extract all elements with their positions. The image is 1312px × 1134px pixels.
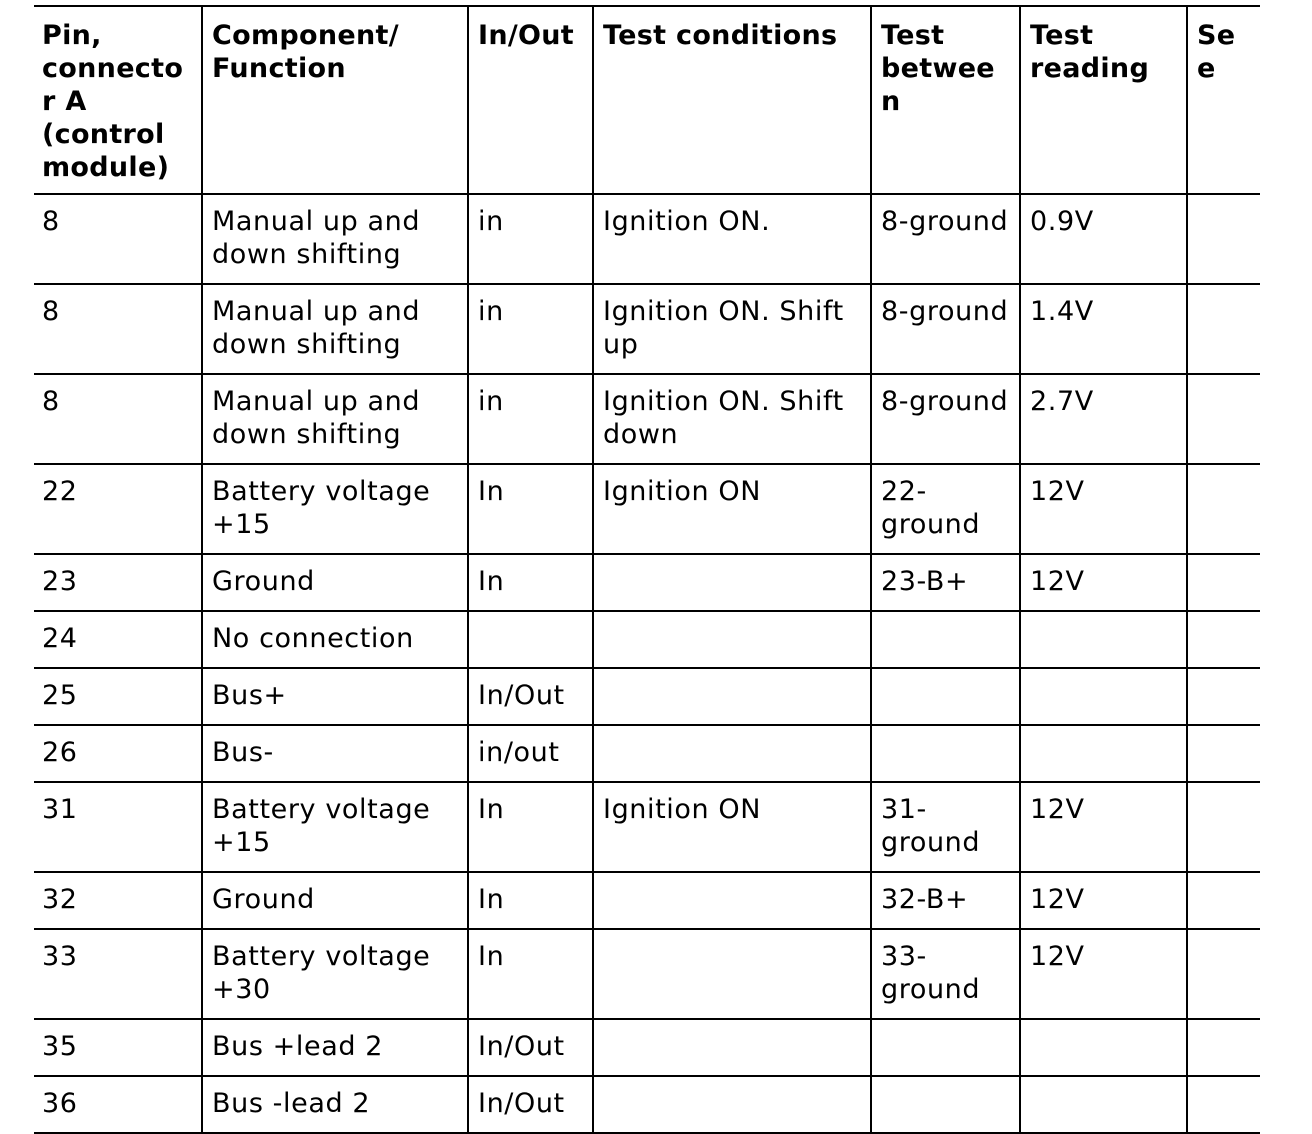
cell-component: Bus -lead 2 — [202, 1076, 468, 1133]
cell-pin: 31 — [34, 782, 202, 872]
cell-test-reading — [1020, 1076, 1187, 1133]
cell-test-reading: 1.4V — [1020, 284, 1187, 374]
cell-test-between: 33-ground — [871, 929, 1020, 1019]
cell-pin: 8 — [34, 374, 202, 464]
cell-test-reading: 2.7V — [1020, 374, 1187, 464]
table-header-row — [34, 6, 1260, 194]
table-row — [34, 554, 1260, 611]
cell-component: Battery voltage +30 — [202, 929, 468, 1019]
cell-component: Battery voltage +15 — [202, 782, 468, 872]
cell-test-conditions — [593, 725, 871, 782]
cell-pin: 35 — [34, 1019, 202, 1076]
cell-test-conditions: Ignition ON. Shift down — [593, 374, 871, 464]
cell-test-between — [871, 1019, 1020, 1076]
cell-pin: 22 — [34, 464, 202, 554]
cell-pin: 23 — [34, 554, 202, 611]
cell-in-out: in — [468, 194, 593, 284]
cell-test-conditions — [593, 668, 871, 725]
cell-component: Manual up and down shifting — [202, 284, 468, 374]
cell-component: Bus+ — [202, 668, 468, 725]
cell-test-between — [871, 668, 1020, 725]
cell-test-between: 8-ground — [871, 374, 1020, 464]
cell-test-between: 22-ground — [871, 464, 1020, 554]
header-component-function: Component/ Function — [202, 6, 468, 194]
cell-test-conditions: Ignition ON. — [593, 194, 871, 284]
cell-test-between: 8-ground — [871, 284, 1020, 374]
table-row — [34, 611, 1260, 668]
cell-test-between: 32-B+ — [871, 872, 1020, 929]
cell-test-reading — [1020, 668, 1187, 725]
cell-in-out: In/Out — [468, 668, 593, 725]
cell-test-conditions — [593, 554, 871, 611]
cell-see — [1187, 725, 1260, 782]
cell-test-between — [871, 725, 1020, 782]
table-row — [34, 374, 1260, 464]
cell-test-conditions — [593, 929, 871, 1019]
table-row — [34, 1076, 1260, 1133]
cell-see — [1187, 929, 1260, 1019]
cell-test-between: 8-ground — [871, 194, 1020, 284]
cell-in-out: In — [468, 464, 593, 554]
cell-test-reading — [1020, 725, 1187, 782]
cell-in-out: In/Out — [468, 1019, 593, 1076]
cell-in-out: In — [468, 929, 593, 1019]
table-row — [34, 872, 1260, 929]
cell-see — [1187, 1076, 1260, 1133]
header-pin: Pin, connector A (control module) — [34, 6, 202, 194]
cell-in-out: in/out — [468, 725, 593, 782]
cell-test-conditions — [593, 611, 871, 668]
table-row — [34, 464, 1260, 554]
header-see: See — [1187, 6, 1260, 194]
cell-see — [1187, 194, 1260, 284]
cell-pin: 33 — [34, 929, 202, 1019]
cell-see — [1187, 374, 1260, 464]
cell-pin: 36 — [34, 1076, 202, 1133]
cell-see — [1187, 611, 1260, 668]
cell-test-reading: 12V — [1020, 929, 1187, 1019]
cell-see — [1187, 782, 1260, 872]
cell-test-reading — [1020, 611, 1187, 668]
cell-in-out — [468, 611, 593, 668]
cell-see — [1187, 1019, 1260, 1076]
cell-component: Bus +lead 2 — [202, 1019, 468, 1076]
cell-pin: 8 — [34, 194, 202, 284]
cell-see — [1187, 668, 1260, 725]
cell-see — [1187, 284, 1260, 374]
cell-test-reading: 0.9V — [1020, 194, 1187, 284]
cell-component: Manual up and down shifting — [202, 194, 468, 284]
cell-test-conditions — [593, 872, 871, 929]
cell-pin: 25 — [34, 668, 202, 725]
header-test-between: Test between — [871, 6, 1020, 194]
cell-component: No connection — [202, 611, 468, 668]
cell-component: Bus- — [202, 725, 468, 782]
header-test-conditions: Test conditions — [593, 6, 871, 194]
cell-test-between — [871, 1076, 1020, 1133]
cell-in-out: in — [468, 284, 593, 374]
cell-see — [1187, 872, 1260, 929]
cell-in-out: In — [468, 782, 593, 872]
cell-component: Battery voltage +15 — [202, 464, 468, 554]
cell-pin: 8 — [34, 284, 202, 374]
cell-pin: 32 — [34, 872, 202, 929]
cell-test-between: 23-B+ — [871, 554, 1020, 611]
cell-component: Manual up and down shifting — [202, 374, 468, 464]
cell-pin: 24 — [34, 611, 202, 668]
cell-test-reading — [1020, 1019, 1187, 1076]
cell-test-conditions — [593, 1019, 871, 1076]
table-row — [34, 725, 1260, 782]
cell-see — [1187, 554, 1260, 611]
cell-test-reading: 12V — [1020, 464, 1187, 554]
table-row — [34, 929, 1260, 1019]
cell-test-conditions — [593, 1076, 871, 1133]
table-row — [34, 668, 1260, 725]
cell-test-between: 31-ground — [871, 782, 1020, 872]
cell-in-out: In — [468, 872, 593, 929]
header-in-out: In/Out — [468, 6, 593, 194]
cell-component: Ground — [202, 554, 468, 611]
cell-pin: 26 — [34, 725, 202, 782]
cell-test-reading: 12V — [1020, 782, 1187, 872]
header-test-reading: Test reading — [1020, 6, 1187, 194]
table-row — [34, 782, 1260, 872]
cell-component: Ground — [202, 872, 468, 929]
cell-in-out: In/Out — [468, 1076, 593, 1133]
table-row — [34, 1019, 1260, 1076]
cell-test-conditions: Ignition ON — [593, 464, 871, 554]
cell-test-conditions: Ignition ON — [593, 782, 871, 872]
cell-test-between — [871, 611, 1020, 668]
cell-see — [1187, 464, 1260, 554]
pin-test-table — [34, 5, 1260, 1134]
table-row — [34, 284, 1260, 374]
cell-in-out: In — [468, 554, 593, 611]
cell-in-out: in — [468, 374, 593, 464]
cell-test-reading: 12V — [1020, 872, 1187, 929]
cell-test-reading: 12V — [1020, 554, 1187, 611]
cell-test-conditions: Ignition ON. Shift up — [593, 284, 871, 374]
table-row — [34, 194, 1260, 284]
